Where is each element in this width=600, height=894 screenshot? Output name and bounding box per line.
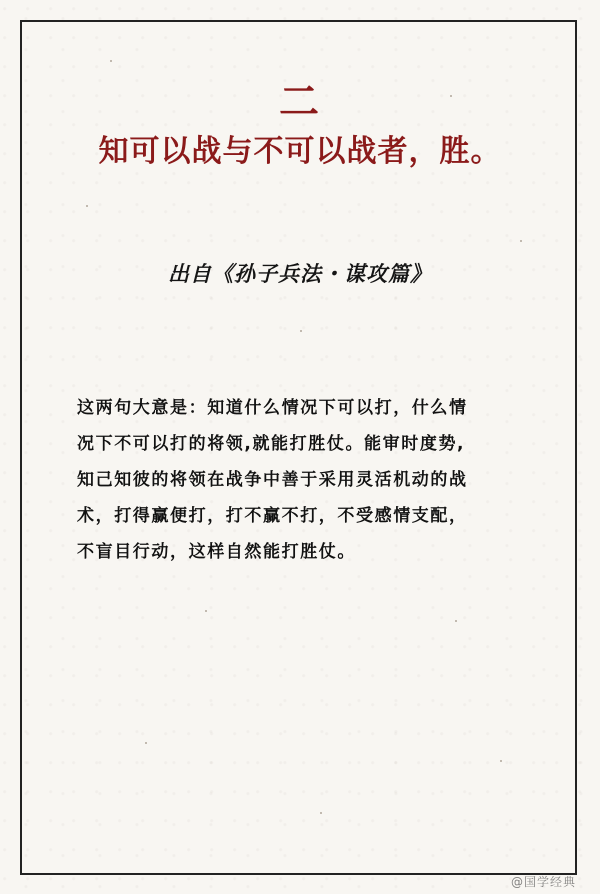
paper-speck [450, 95, 452, 97]
paper-speck [205, 610, 207, 612]
paragraph-line: 术，打得赢便打，打不赢不打，不受感情支配， [77, 506, 468, 526]
paragraph-line: 不盲目行动，这样自然能打胜仗。 [77, 542, 356, 562]
section-numeral: 二 [279, 79, 321, 125]
explanation-paragraph [77, 390, 539, 570]
paper-speck [86, 205, 88, 207]
paper-speck [320, 812, 322, 814]
watermark-text: @国学经典 [510, 875, 576, 889]
paragraph-line: 知己知彼的将领在战争中善于采用灵活机动的战 [77, 470, 468, 490]
paper-speck [110, 60, 112, 62]
source-citation: 出自《孙子兵法・谋攻篇》 [168, 262, 432, 286]
paper-speck [300, 330, 302, 332]
page-title: 知可以战与不可以战者，胜。 [98, 134, 502, 169]
paragraph-line: 这两句大意是：知道什么情况下可以打，什么情 [77, 398, 468, 418]
paper-speck [455, 620, 457, 622]
paragraph-line: 况下不可以打的将领,就能打胜仗。能审时度势, [77, 434, 466, 454]
paper-speck [500, 760, 502, 762]
paper-speck [145, 742, 147, 744]
paper-speck [520, 240, 522, 242]
